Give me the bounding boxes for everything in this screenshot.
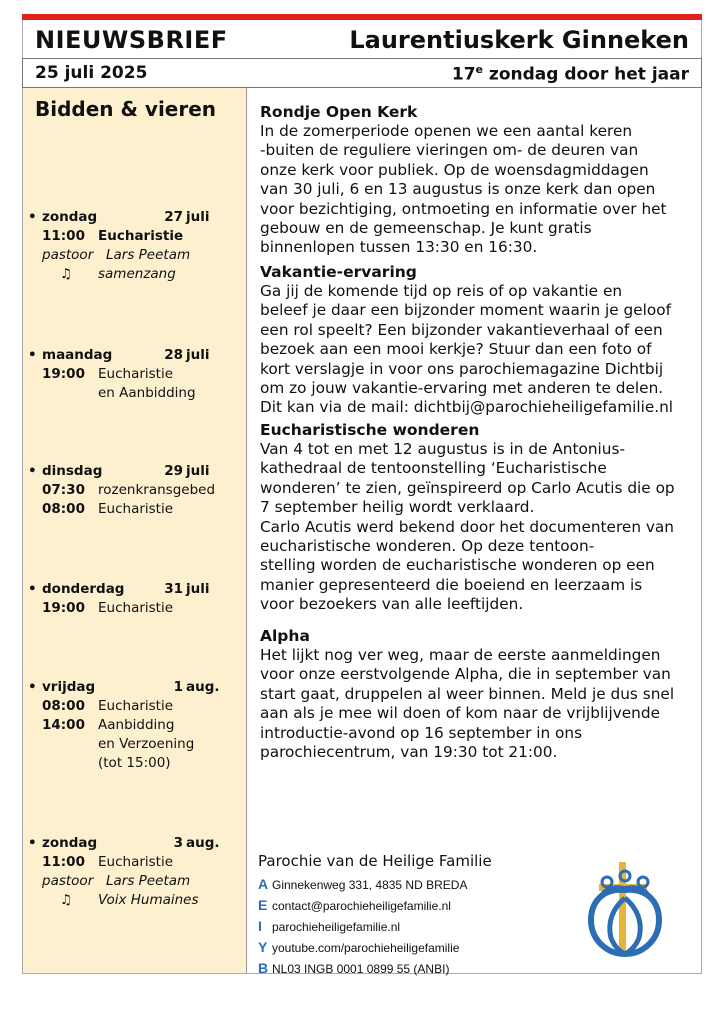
newsletter-title: NIEUWSBRIEF: [35, 26, 228, 54]
article-line: voor onze eerstvolgende Alpha, die in september van: [260, 665, 671, 684]
article-line: parochiecentrum, van 19:30 tot 21:00.: [260, 743, 558, 762]
day-name: dinsdag: [42, 463, 103, 479]
article-title: Alpha: [260, 627, 310, 645]
schedule-entry: [28, 754, 243, 773]
entry-time: 11:00: [42, 854, 85, 870]
entry-text: Voix Humaines: [98, 892, 199, 908]
contact-letter: I: [258, 918, 262, 934]
bullet-icon: •: [28, 209, 37, 225]
contact-text: Ginnekenweg 331, 4835 ND BREDA: [272, 878, 468, 892]
contact-line: [258, 958, 598, 979]
entry-text: Eucharistie: [98, 698, 174, 714]
article-line: onze kerk voor publiek. Op de woensdagmiddagen: [260, 160, 649, 179]
article-line: Van 4 tot en met 12 augustus is in de Antonius-: [260, 440, 625, 458]
day-number: 1: [173, 679, 183, 695]
entry-time: pastoor: [42, 247, 94, 263]
bullet-icon: •: [28, 679, 37, 695]
day-month: juli: [186, 347, 210, 363]
day-month: aug.: [186, 835, 220, 851]
schedule-entry: [28, 384, 243, 403]
entry-text: Eucharistie: [98, 228, 184, 244]
schedule-day: [28, 346, 243, 403]
day-name: zondag: [42, 209, 98, 225]
entry-text: Eucharistie: [98, 854, 174, 870]
contact-line: [258, 895, 598, 916]
schedule-day: [28, 678, 243, 773]
sunday-text: zondag door het jaar: [483, 64, 689, 85]
article-line: beleef je daar een bijzonder moment waarin je geloof: [260, 301, 671, 320]
article-line: een rol speelt? Een bijzonder vakantieverhaal of een: [260, 320, 663, 339]
contact-text: NL03 INGB 0001 0899 55 (ANBI): [272, 962, 450, 976]
day-heading: [28, 462, 243, 481]
article-line: gebouw en de gemeenschap. Je kunt gratis: [260, 219, 592, 238]
day-month: juli: [186, 209, 210, 225]
schedule-entry: [28, 716, 243, 735]
article-line: In de zomerperiode openen we een aantal keren: [260, 122, 633, 140]
article-line: van 30 juli, 6 en 13 augustus is onze kerk dan open: [260, 180, 656, 199]
schedule-entry: [28, 735, 243, 754]
day-month: juli: [186, 581, 210, 597]
day-heading: [28, 580, 243, 599]
schedule-entry: [28, 891, 243, 910]
entry-text: Lars Peetam: [106, 247, 191, 263]
day-name: zondag: [42, 835, 98, 851]
day-name: donderdag: [42, 581, 125, 597]
issue-date: 25 juli 2025: [35, 63, 148, 83]
date-bar: [22, 58, 702, 88]
article-line: introductie-avond op 16 september in ons: [260, 723, 583, 742]
contact-text[interactable]: youtube.com/parochieheiligefamilie: [272, 941, 460, 955]
article-line: 7 september heilig wordt verklaard.: [260, 498, 535, 517]
entry-text: Eucharistie: [98, 501, 174, 517]
parish-name: Parochie van de Heilige Familie: [258, 852, 492, 870]
schedule-entry: [28, 872, 243, 891]
contact-letter: A: [258, 876, 269, 892]
article-title: Vakantie-ervaring: [260, 263, 417, 281]
article: [260, 102, 690, 258]
bullet-icon: •: [28, 347, 37, 363]
entry-time: 14:00: [42, 717, 85, 733]
article-line: bezoek aan een mooi kerkje? Stuur dan een foto of: [260, 340, 652, 359]
article-line: wonderen’ te zien, geïnspireerd op Carlo Acutis die op: [260, 478, 675, 497]
day-number: 29: [164, 463, 183, 479]
contact-line: [258, 916, 598, 937]
article-line: binnenlopen tussen 13:30 en 16:30.: [260, 238, 538, 257]
schedule-entry: [28, 853, 243, 872]
liturgical-sunday: [452, 63, 689, 85]
contact-line: [258, 937, 598, 958]
article-line: eucharistische wonderen. Op deze tentoon-: [260, 537, 595, 556]
schedule-day: [28, 834, 243, 910]
contact-letter: Y: [258, 939, 268, 955]
entry-text: rozenkransgebed: [98, 482, 216, 498]
contact-lines: [258, 874, 598, 979]
article-line: manier gepresenteerd die boeiend en leerzaam is: [260, 575, 643, 594]
bullet-icon: •: [28, 835, 37, 851]
day-name: maandag: [42, 347, 113, 363]
article: [260, 262, 690, 418]
day-number: 27: [164, 209, 183, 225]
article-line: om zo jouw vakantie-ervaring met anderen te delen.: [260, 379, 664, 398]
entry-time: 11:00: [42, 228, 85, 244]
article-line: Ga jij de komende tijd op reis of op vakantie en: [260, 282, 623, 300]
article-line: Carlo Acutis werd bekend door het documenteren van: [260, 517, 675, 536]
church-name: Laurentiuskerk Ginneken: [349, 26, 689, 54]
music-note-icon: ♫: [60, 266, 73, 282]
entry-time: 07:30: [42, 482, 85, 498]
article-line: stelling worden de eucharistische wonderen op een: [260, 556, 655, 575]
article: [260, 420, 690, 615]
entry-text: Eucharistie: [98, 366, 174, 382]
entry-text: en Aanbidding: [98, 385, 196, 401]
schedule-day: [28, 462, 243, 519]
article: [260, 626, 690, 762]
entry-time: 08:00: [42, 501, 85, 517]
schedule-entry: [28, 227, 243, 246]
entry-text: Aanbidding: [98, 717, 175, 733]
entry-time: 19:00: [42, 600, 85, 616]
schedule-entry: [28, 365, 243, 384]
day-heading: [28, 346, 243, 365]
entry-text: (tot 15:00): [98, 755, 171, 771]
schedule-day: [28, 580, 243, 618]
day-heading: [28, 678, 243, 697]
article-title: Eucharistische wonderen: [260, 421, 480, 439]
day-heading: [28, 834, 243, 853]
bullet-icon: •: [28, 581, 37, 597]
schedule-entry: [28, 697, 243, 716]
article-title: Rondje Open Kerk: [260, 103, 418, 121]
schedule-entry: [28, 265, 243, 284]
schedule-day: [28, 208, 243, 284]
sidebar-title: Bidden & vieren: [35, 97, 217, 121]
contact-footer: [258, 852, 598, 979]
entry-text: Lars Peetam: [106, 873, 191, 889]
contact-letter: E: [258, 897, 268, 913]
article-line: kort verslagje in voor ons parochiemagazine Dichtbij: [260, 359, 664, 378]
bullet-icon: •: [28, 463, 37, 479]
contact-text[interactable]: contact@parochieheiligefamilie.nl: [272, 899, 451, 913]
entry-text: samenzang: [98, 266, 176, 282]
contact-line: [258, 874, 598, 895]
day-number: 28: [164, 347, 183, 363]
article-line: kathedraal de tentoonstelling ‘Eucharistische: [260, 459, 607, 478]
parish-logo-icon: [585, 858, 665, 958]
entry-text: Eucharistie: [98, 600, 174, 616]
contact-text[interactable]: parochieheiligefamilie.nl: [272, 920, 401, 934]
day-month: juli: [186, 463, 210, 479]
day-month: aug.: [186, 679, 220, 695]
day-number: 3: [173, 835, 183, 851]
contact-letter: B: [258, 960, 269, 976]
entry-time: 19:00: [42, 366, 85, 382]
article-line: voor bezichtiging, ontmoeting en informatie over het: [260, 199, 667, 218]
schedule-entry: [28, 481, 243, 500]
newsletter-header: [22, 20, 702, 58]
day-number: 31: [164, 581, 183, 597]
article-line: Het lijkt nog ver weg, maar de eerste aanmeldingen: [260, 646, 661, 664]
day-name: vrijdag: [42, 679, 96, 695]
schedule-entry: [28, 500, 243, 519]
sunday-ordinal: e: [475, 63, 484, 76]
article-line: start gaat, druppelen al weer binnen. Meld je dus snel: [260, 684, 675, 703]
day-heading: [28, 208, 243, 227]
entry-text: en Verzoening: [98, 736, 195, 752]
article-line: voor bezoekers van alle leeftijden.: [260, 595, 524, 614]
article-line: -buiten de reguliere vieringen om- de deuren van: [260, 141, 639, 160]
article-line: Dit kan via de mail: dichtbij@parochieheiligefamilie.nl: [260, 398, 674, 417]
sunday-number: 17: [451, 64, 476, 85]
article-line: aan als je mee wil doen of kom naar de vrijblijvende: [260, 704, 660, 723]
entry-time: 08:00: [42, 698, 85, 714]
schedule-entry: [28, 246, 243, 265]
schedule-entry: [28, 599, 243, 618]
entry-time: pastoor: [42, 873, 94, 889]
music-note-icon: ♫: [60, 892, 73, 908]
